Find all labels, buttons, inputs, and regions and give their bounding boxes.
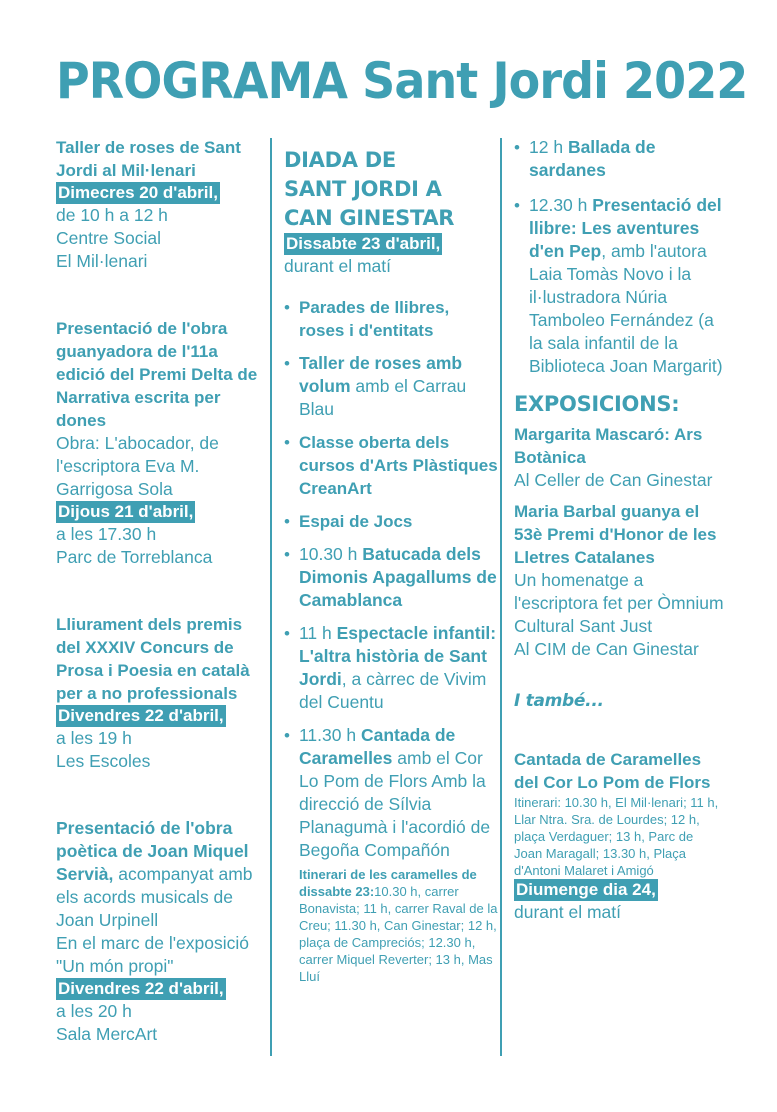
caramelles-date-after: durant el matí	[514, 902, 621, 922]
event-block	[56, 817, 266, 1046]
diada-list-continued	[514, 136, 724, 378]
diada-date: Dissabte 23 d'abril,	[286, 234, 441, 253]
exposicions-heading: EXPOSICIONS:	[514, 392, 680, 416]
column-divider	[270, 138, 272, 1056]
event-line: a les 17.30 h	[56, 524, 157, 544]
column-divider	[500, 138, 502, 1056]
event-line: El Mil·lenari	[56, 251, 148, 271]
event-title-rest: acompanyat amb els acords musicals de Joan Urpinell	[56, 864, 253, 930]
list-item: • Parades de llibres, roses i d'entitats	[284, 298, 450, 340]
event-title: Taller de roses de Sant Jordi al Mil·lenari	[56, 138, 241, 180]
exposicio-line: Un homenatge a l'escriptora fet per Òmnium Cultural Sant Just	[514, 570, 724, 636]
column-middle	[284, 146, 499, 985]
event-date: Divendres 22 d'abril,	[58, 979, 224, 998]
exposicio-title: Maria Barbal guanya el 53è Premi d'Honor de les Lletres Catalanes	[514, 502, 717, 567]
tambe-heading: I també...	[514, 691, 604, 711]
event-line: Les Escoles	[56, 751, 151, 771]
event-date: Dimecres 20 d'abril,	[58, 183, 218, 202]
event-title: Presentació de l'obra guanyadora de l'11a edició del Premi Delta de Narrativa escrita per dones	[56, 319, 258, 430]
list-item: • Taller de roses amb volum amb el Carrau Blau	[284, 353, 467, 419]
event-block	[56, 136, 266, 273]
exposicio-line: Al CIM de Can Ginestar	[514, 639, 699, 659]
list-item: • 11.30 h Cantada de Caramelles amb el Cor Lo Pom de Flors Amb la direcció de Sílvia Planagumà i l'acordió de Begoña Compañón Itinerari de les caramelles de dissabte 23:10.30 h, carrer Bonavista; 11 h, carrer Raval de la Creu; 11.30 h, Can Ginestar; 12 h, plaça de Campreciós; 12.30 h, carrer Miquel Reverter; 13 h, Mas Lluí	[284, 725, 498, 984]
event-line: Centre Social	[56, 228, 162, 248]
column-right	[514, 136, 724, 924]
event-title	[56, 817, 266, 932]
exposicio-title: Margarita Mascaró: Ars Botànica	[514, 425, 703, 467]
exposicio-block	[514, 500, 724, 661]
event-line: Parc de Torreblanca	[56, 547, 213, 567]
list-item: • 12 h Ballada de sardanes	[514, 137, 656, 180]
diada-date-after: durant el matí	[284, 256, 391, 276]
list-item: • 12.30 h Presentació del llibre: Les aventures d'en Pep, amb l'autora Laia Tomàs Novo i la il·lustradora Núria Tamboleo Fernández (a la sala infantil de la Biblioteca Joan Margarit)	[514, 195, 723, 376]
event-title-bold: Presentació de l'obra poètica de Joan Miquel Servià,	[56, 818, 249, 884]
event-extra: En el marc de l'exposició "Un món propi"	[56, 933, 250, 976]
list-item: • Espai de Jocs	[284, 512, 413, 531]
caramelles-title: Cantada de Caramelles del Cor Lo Pom de Flors	[514, 750, 711, 792]
page-title: PROGRAMA Sant Jordi 2022	[56, 52, 748, 110]
diada-heading: DIADA DE SANT JORDI A CAN GINESTAR	[284, 148, 455, 230]
event-block	[56, 317, 266, 569]
list-item: • Classe oberta dels cursos d'Arts Plàstiques CreanArt	[284, 433, 498, 498]
caramelles-date: Diumenge dia 24,	[516, 880, 656, 899]
event-date: Dijous 21 d'abril,	[58, 502, 194, 521]
diada-list	[284, 296, 499, 985]
exposicio-block	[514, 423, 724, 492]
event-line: a les 19 h	[56, 728, 132, 748]
list-item: • 10.30 h Batucada dels Dimonis Apagallums de Camablanca	[284, 544, 497, 610]
event-date: Divendres 22 d'abril,	[58, 706, 224, 725]
event-line: Sala MercArt	[56, 1024, 158, 1044]
event-block	[56, 613, 266, 773]
exposicio-line: Al Celler de Can Ginestar	[514, 470, 713, 490]
list-item: • 11 h Espectacle infantil: L'altra història de Sant Jordi, a càrrec de Vivim del Cuentu	[284, 623, 497, 712]
column-left	[56, 136, 266, 1046]
event-line: de 10 h a 12 h	[56, 205, 168, 225]
event-line: a les 20 h	[56, 1001, 132, 1021]
itinerari-text: Itinerari de les caramelles de dissabte 23:10.30 h, carrer Bonavista; 11 h, carrer Raval de la Creu; 11.30 h, Can Ginestar; 12 h, plaça de Campreciós; 12.30 h, carrer Miquel Reverter; 13 h, Mas Lluí	[299, 867, 498, 984]
caramelles-itinerari: Itinerari: 10.30 h, El Mil·lenari; 11 h, Llar Ntra. Sra. de Lourdes; 12 h, plaça Verdaguer; 13 h, Parc de Joan Maragall; 13.30 h, Plaça d'Antoni Malaret i Amigó	[514, 795, 719, 878]
event-extra: Obra: L'abocador, de l'escriptora Eva M. Garrigosa Sola	[56, 433, 219, 499]
event-title: Lliurament dels premis del XXXIV Concurs de Prosa i Poesia en català per a no professionals	[56, 615, 250, 703]
